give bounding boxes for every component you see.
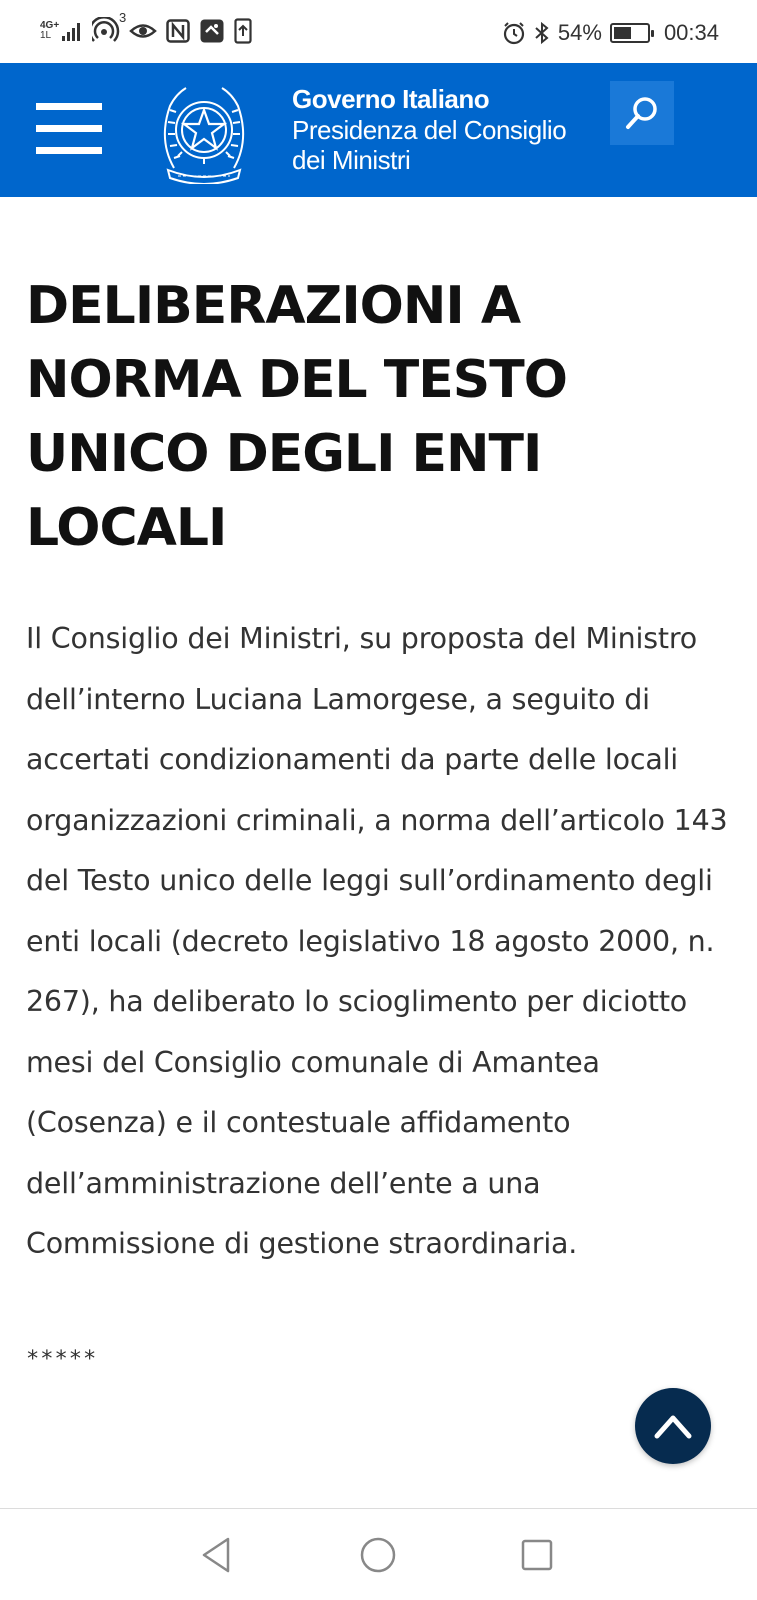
signal-icon xyxy=(40,16,83,46)
hamburger-menu-bar xyxy=(36,125,102,132)
network-sub: 1L xyxy=(40,30,52,41)
org-subtitle-line2: dei Ministri xyxy=(292,145,411,175)
article-title: DELIBERAZIONI A NORMA DEL TESTO UNICO DEGLI ENTI LOCALI xyxy=(26,276,567,558)
org-subtitle-line1: Presidenza del Consiglio xyxy=(292,115,567,145)
nav-recents-button[interactable] xyxy=(515,1533,559,1577)
triangle-back-icon xyxy=(198,1535,234,1575)
android-nav-bar xyxy=(0,1508,757,1600)
battery-percent: 54% xyxy=(557,20,602,45)
chevron-up-icon xyxy=(653,1412,693,1440)
hamburger-menu-icon xyxy=(36,103,102,110)
site-header xyxy=(0,63,757,197)
italian-republic-emblem-icon[interactable] xyxy=(156,80,252,184)
bluetooth-icon xyxy=(534,18,550,48)
search-button[interactable] xyxy=(610,81,674,145)
eye-icon xyxy=(129,16,157,46)
hamburger-menu-bar xyxy=(36,147,102,154)
battery-fill xyxy=(614,27,631,39)
upload-icon xyxy=(234,16,252,46)
status-icons-left xyxy=(40,10,252,46)
alarm-icon xyxy=(502,18,526,48)
network-label xyxy=(40,21,59,41)
header-title-block[interactable] xyxy=(292,83,592,175)
status-icons-right xyxy=(502,18,719,48)
battery-icon xyxy=(610,23,650,43)
clock: 00:34 xyxy=(663,20,719,45)
hamburger-menu-button[interactable] xyxy=(36,103,102,157)
nav-home-button[interactable] xyxy=(356,1533,400,1577)
circle-home-icon xyxy=(358,1535,398,1575)
hotspot-icon xyxy=(92,10,127,46)
hotspot-badge: 3 xyxy=(118,10,127,25)
status-bar xyxy=(0,0,757,63)
article xyxy=(26,197,736,1372)
nfc-icon xyxy=(166,16,190,46)
back-to-top-button[interactable] xyxy=(635,1388,711,1464)
nav-back-button[interactable] xyxy=(194,1533,238,1577)
org-name: Governo Italiano xyxy=(292,84,490,114)
square-recents-icon xyxy=(519,1537,555,1573)
search-icon xyxy=(623,94,661,132)
network-type: 4G+ xyxy=(40,20,60,31)
article-body: Il Consiglio dei Ministri, su proposta del Ministro dell’interno Luciana Lamorgese, a seguito di accertati condizionamenti da parte delle locali organizzazioni criminali, a norma dell’articolo 143 del Testo unico delle leggi sull’ordinamento degli enti locali (decreto legislativo 18 agosto 2000, n. 267), ha deliberato lo scioglimento per diciotto mesi del Consiglio comunale di Amantea (Cosenza) e il contestuale affidamento dell’amministrazione dell’ente a una Commissione di gestione straordinaria. xyxy=(26,622,728,1260)
article-separator: ***** xyxy=(26,1346,98,1372)
app-notification-icon xyxy=(199,16,225,46)
